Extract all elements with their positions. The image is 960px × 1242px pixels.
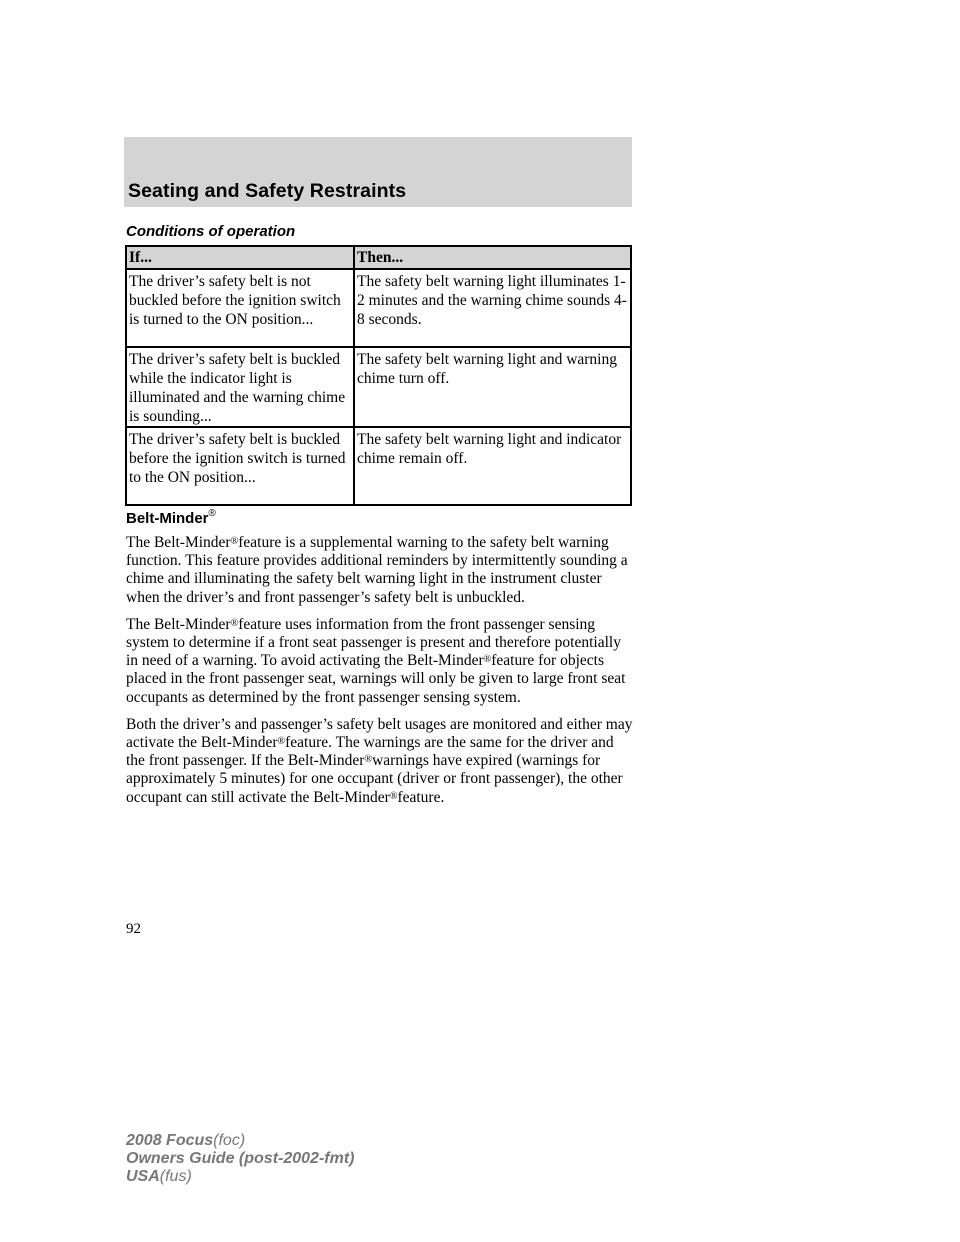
footer-guide-line: Owners Guide (post-2002-fmt) bbox=[126, 1150, 355, 1167]
table-row bbox=[126, 347, 631, 427]
footer-model-line bbox=[126, 1132, 354, 1150]
registered-mark: ® bbox=[230, 536, 239, 547]
footer-model-code: (foc) bbox=[213, 1132, 246, 1149]
registered-mark: ® bbox=[389, 790, 398, 802]
paragraph bbox=[126, 534, 636, 607]
cell-if: The driver’s safety belt is buckled before the ignition switch is turned to the ON position... bbox=[126, 427, 354, 505]
registered-mark: ® bbox=[277, 736, 286, 748]
belt-minder-heading-text: Belt-Minder bbox=[126, 510, 209, 527]
cell-then: The safety belt warning light and indicator chime remain off. bbox=[354, 427, 631, 505]
paragraph-text: The Belt-Minder bbox=[126, 615, 231, 633]
footer-region-code: (fus) bbox=[159, 1168, 192, 1185]
conditions-table bbox=[125, 245, 632, 506]
paragraph bbox=[126, 716, 636, 807]
paragraph-text: feature for objects placed in the front passenger seat, warnings will only be given to large front seat occupants as determined by the front passenger sensing system. bbox=[126, 652, 626, 706]
paragraph-text: feature. bbox=[397, 788, 445, 806]
paragraph-text: feature. The warnings are the same for the driver and the front passenger. If the Belt-Minder bbox=[126, 734, 614, 770]
document-footer bbox=[126, 1132, 354, 1186]
registered-mark: ® bbox=[364, 754, 373, 766]
registered-mark: ® bbox=[230, 617, 239, 629]
column-header-if: If... bbox=[126, 246, 354, 269]
footer-region: USA bbox=[126, 1168, 160, 1185]
footer-region-line bbox=[126, 1168, 354, 1186]
cell-if: The driver’s safety belt is buckled while the indicator light is illuminated and the warning chime is sounding... bbox=[126, 347, 354, 427]
belt-minder-body bbox=[126, 534, 636, 816]
paragraph bbox=[126, 616, 636, 707]
paragraph-text: feature uses information from the front passenger sensing system to determine if a front seat passenger is present and therefore potentially in need of a warning. To avoid activating the Belt-Minder bbox=[126, 615, 621, 670]
table-row bbox=[126, 427, 631, 505]
belt-minder-heading bbox=[126, 510, 216, 527]
cell-then: The safety belt warning light and warning chime turn off. bbox=[354, 347, 631, 427]
registered-mark: ® bbox=[483, 654, 492, 666]
page-number: 92 bbox=[126, 921, 141, 937]
section-header-band bbox=[124, 137, 632, 207]
footer-model: 2008 Focus bbox=[126, 1132, 214, 1149]
table-header-row bbox=[126, 246, 631, 269]
paragraph-text: The Belt-Minder bbox=[126, 534, 231, 551]
table-row bbox=[126, 269, 631, 347]
paragraph-text: feature is a supplemental warning to the safety belt warning function. This feature provides additional reminders by intermittently sounding a chime and illuminating the safety belt warning light in the instrument cluster when the driver’s and front passenger’s safety belt is unbuckled. bbox=[126, 534, 628, 606]
column-header-then: Then... bbox=[354, 246, 631, 269]
registered-mark: ® bbox=[208, 508, 216, 519]
cell-if: The driver’s safety belt is not buckled before the ignition switch is turned to the ON position... bbox=[126, 269, 354, 347]
conditions-heading: Conditions of operation bbox=[126, 223, 296, 240]
paragraph-text: Both the driver’s and passenger’s safety belt usages are monitored and either may activate the Belt-Minder bbox=[126, 715, 633, 752]
cell-then: The safety belt warning light illuminates 1-2 minutes and the warning chime sounds 4-8 seconds. bbox=[354, 269, 631, 347]
section-title: Seating and Safety Restraints bbox=[128, 180, 407, 202]
paragraph-text: warnings have expired (warnings for approximately 5 minutes) for one occupant (driver or front passenger), the other occupant can still activate the Belt-Minder bbox=[126, 752, 623, 806]
